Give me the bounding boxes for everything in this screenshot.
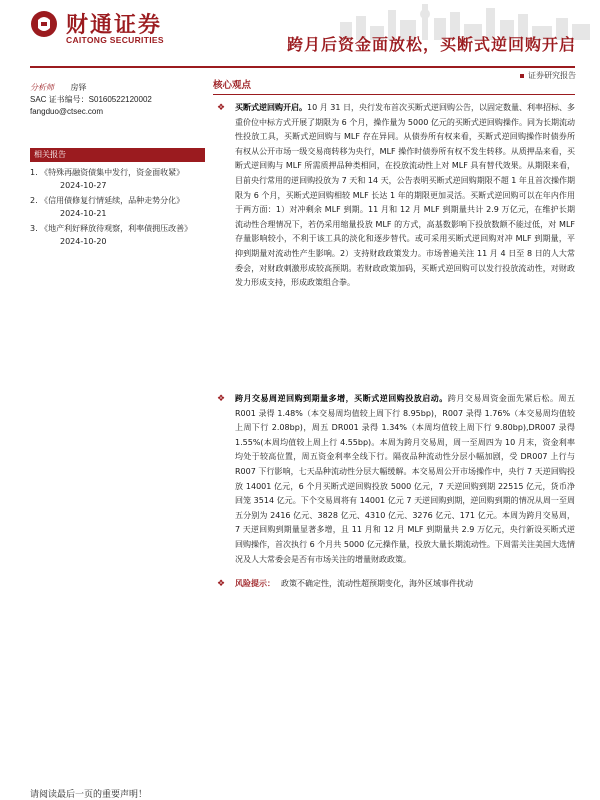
related-report-item[interactable] <box>30 166 205 192</box>
report-header <box>0 0 600 60</box>
related-reports-list <box>30 166 205 248</box>
sidebar <box>30 82 205 250</box>
paragraph-lead: 买断式逆回购开启。 <box>235 103 307 112</box>
related-report-date: 2024-10-20 <box>60 237 107 246</box>
diamond-bullet-icon: ❖ <box>217 103 226 113</box>
risk-body: 政策不确定性，流动性超预期变化，海外区域事件扰动 <box>281 579 473 589</box>
diamond-bullet-icon: ❖ <box>217 394 226 404</box>
paragraph-body: 跨月交易周资金面先紧后松。周五 R001 录得 1.48%（本交易周均值较上周下行 8.95bp)，R007 录得 1.76%（本交易周均值较上周下行 2.08bp)，周五 DR001 录得 1.34%（本周均值较上周下行 9.80bp),DR007 录得 1.55%(本周均值较上周上行 4.55bp)。本周为跨月交易周，周一至周四为 10 月末，资金利率均处于较高位置，周五资金利率全线下行。隔夜品种流动性分层小幅加剧，受 DR007 上行与 R007 下行影响，七天品种流动性分层大幅缓解。本交易周公开市场操作中，央行 7 天逆回购投放 14001 亿元，6 个月买断式逆回购投放 5000 亿元，7 天逆回购到期 22515 亿元，货币净回笼 3514 亿元。下个交易周将有 14001 亿元 7 天逆回购到期，逆回购到期的情况从周一至周五分别为 2416 亿元、3828 亿元、4310 亿元、3276 亿元、171 亿元。本周为跨月交易周，7 天逆回购到期量显著多增，且 11 月和 12 月 MLF 到期量共 2.9 万亿元，央行新设买断式逆回购操作，首次执行 6 个月共 5000 亿元操作量，投放大量长期流动性。下周需关注美国大选情况及人大常委会是否有市场关注的增量财政政策。 <box>235 394 576 564</box>
related-report-title: 3. 《地产利好释放待观察，利率债拥压改善》 <box>30 224 193 233</box>
report-title: 跨月后资金面放松，买断式逆回购开启 <box>286 35 576 54</box>
risk-label: 风险提示： <box>235 579 275 589</box>
main-content <box>213 78 575 591</box>
company-logo <box>30 8 250 48</box>
risk-warning <box>213 577 575 591</box>
analyst-row <box>30 82 205 94</box>
core-paragraph-2 <box>213 392 575 567</box>
paragraph-body: 10 月 31 日，央行发布首次买断式逆回购公告，以固定数量、利率招标、多重价位中标方式开展了期限为 6 个月，操作量为 5000 亿元的买断式逆回购操作。同为长期流动性投放工具，买断式逆回购与 MLF 存在异同。从债券所有权来看，买断式逆回购操作时债券所有权从公开市场一级交易商转移为央行，MLF 操作时债券所有权不发生转移。从质押品来看，买断式逆回购与 MLF 所需质押品种类相同，在投放流动性上对 MLF 具有替代效果。从期限来看，目前央行常用的逆回购投放为 7 天和 14 天，公告表明买断式逆回购期限不超 1 年且首次操作期限为 6 个月，买断式逆回购相较 MLF 长达 1 年的期限更加灵活。买断式逆回购可以在年内作用于两方面：1）对冲剩余 MLF 到期。11 月和 12 月 MLF 到期量共计 2.9 万亿元，在维护长期流动性合理情况下，若仍采用缩量投放 MLF 的方式，高基数影响下投放数额不能过低，对 MLF 存量影响较小，不利于该工具的淡化和逐步替代。或可采用买断式逆回购对冲 MLF 到期量，平抑到期量对流动性产生影响。2）支持财政政策发力。市场普遍关注 11 月 4 日至 8 日的人大常委会，对财政刺激形成较高预期。若财政政策加码，买断式逆回购可以发行投放流动性，对财政发力形成支持，形成政策组合拳。 <box>235 103 575 288</box>
analyst-role: 分析师 <box>30 83 54 92</box>
related-report-item[interactable] <box>30 194 205 220</box>
related-report-title: 2. 《信用债修复行情延续，品种走势分化》 <box>30 196 185 205</box>
diamond-bullet-icon: ❖ <box>217 579 226 590</box>
related-reports-heading: 相关报告 <box>30 148 205 162</box>
company-name-cn: 财通证券 <box>66 12 163 38</box>
company-name-en: CAITONG SECURITIES <box>66 35 164 45</box>
header-divider <box>30 66 575 68</box>
footer-disclaimer-link[interactable]: 请阅读最后一页的重要声明！ <box>30 790 148 800</box>
analyst-name: 房铎 <box>70 83 87 92</box>
doc-type-label: 证券研究报告 <box>520 70 576 81</box>
core-views-heading: 核心观点 <box>213 78 575 95</box>
analyst-sac-number: SAC 证书编号：S0160522120002 <box>30 95 152 104</box>
paragraph-lead: 跨月交易周逆回购到期量多增，买断式逆回购投放启动。 <box>235 394 448 403</box>
core-paragraph-1 <box>213 101 575 384</box>
related-report-item[interactable] <box>30 222 205 248</box>
caitong-logo-icon <box>30 10 58 38</box>
related-report-date: 2024-10-27 <box>60 181 107 190</box>
analyst-email[interactable]: fangduo@ctsec.com <box>30 107 104 116</box>
related-report-date: 2024-10-21 <box>60 209 107 218</box>
related-report-title: 1. 《特殊再融资债集中发行，资金面收紧》 <box>30 168 185 177</box>
